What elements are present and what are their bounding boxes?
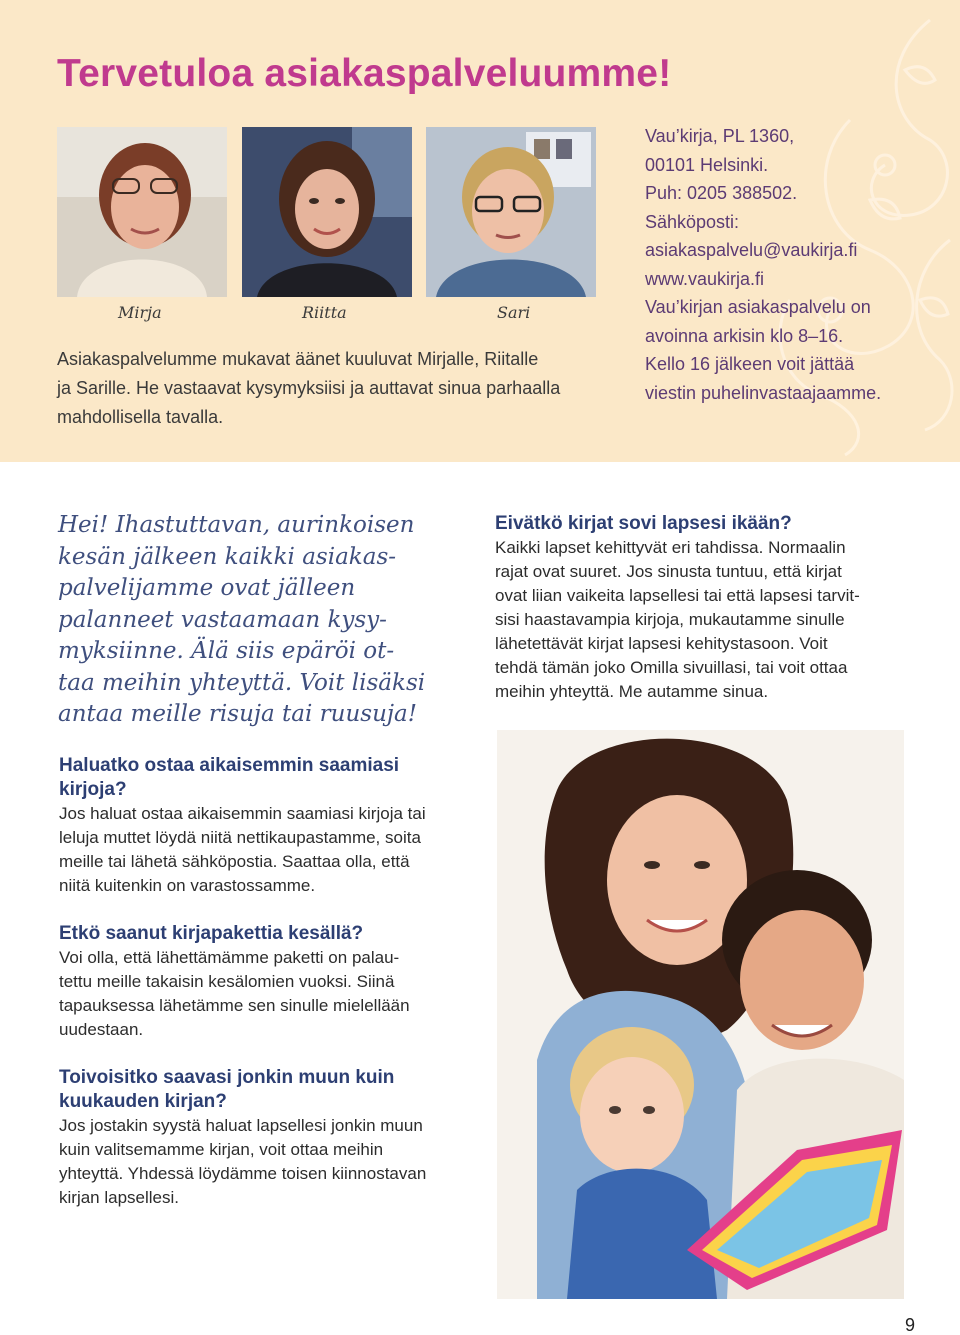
section-other-book	[59, 1066, 479, 1210]
section-line: tapauksessa lähetämme sen sinulle mielellään	[59, 996, 410, 1015]
section-line: lähetettävät kirjat lapsesi kehitystasoon. Voit	[495, 634, 828, 653]
section-line: yhteyttä. Yhdessä löydämme toisen kiinnostavan	[59, 1164, 427, 1183]
contact-phone: Puh: 0205 388502.	[645, 183, 798, 203]
greeting-line: Hei! Ihastuttavan, aurinkoisen	[58, 512, 415, 538]
section-summer-package	[59, 922, 479, 1042]
contact-website-link[interactable]: www.vaukirja.fi	[645, 268, 765, 289]
staff-name-mirja: Mirja	[118, 303, 162, 322]
section-line: sisi haastavampia kirjoja, mukautamme sinulle	[495, 610, 845, 629]
section-books-age	[495, 512, 925, 704]
contact-email-label: Sähköposti:	[645, 211, 740, 232]
contact-hours: avoinna arkisin klo 8–16.	[645, 325, 844, 346]
intro-paragraph	[57, 345, 597, 432]
staff-name-sari: Sari	[497, 303, 531, 322]
section-line: niitä kuitenkin on varastossamme.	[59, 876, 316, 895]
section-heading: kirjoja?	[59, 779, 127, 800]
contact-info	[645, 122, 935, 407]
section-heading: Eivätkö kirjat sovi lapsesi ikään?	[495, 513, 792, 534]
staff-photo-mirja	[57, 127, 227, 297]
contact-address: Vau’kirja, PL 1360,	[645, 126, 795, 146]
section-line: uudestaan.	[59, 1020, 144, 1039]
contact-voicemail: viestin puhelinvastaajaamme.	[645, 382, 882, 403]
section-line: tehdä tämän joko Omilla sivuillasi, tai voit ottaa	[495, 658, 848, 677]
greeting-line: antaa meille risuja tai ruusuja!	[58, 701, 417, 727]
greeting-line: myksiinne. Älä siis epäröi ot-	[58, 638, 395, 664]
section-heading: Etkö saanut kirjapakettia kesällä?	[59, 923, 364, 944]
section-line: leluja muttet löydä niitä nettikaupastamme, soita	[59, 828, 421, 847]
section-line: meihin yhteyttä. Me autamme sinua.	[495, 682, 769, 701]
contact-voicemail: Kello 16 jälkeen voit jättää	[645, 354, 855, 374]
section-heading: Haluatko ostaa aikaisemmin saamiasi	[59, 755, 400, 776]
section-earlier-books	[59, 754, 479, 898]
greeting-line: taa meihin yhteyttä. Voit lisäksi	[58, 669, 426, 696]
greeting-line: palanneet vastaamaan kysy-	[58, 606, 387, 633]
staff-photo-riitta	[242, 127, 412, 297]
greeting-message	[58, 510, 478, 731]
contact-postcode: 00101 Helsinki.	[645, 154, 769, 175]
section-line: kirjan lapsellesi.	[59, 1188, 179, 1207]
greeting-line: kesän jälkeen kaikki asiakas-	[58, 543, 397, 570]
intro-line: mahdollisella tavalla.	[57, 407, 224, 427]
page-number: 9	[904, 1315, 915, 1335]
section-line: meille tai lähetä sähköpostia. Saattaa olla, että	[59, 852, 410, 871]
section-line: Voi olla, että lähettämämme paketti on palau-	[59, 948, 400, 967]
section-heading: kuukauden kirjan?	[59, 1091, 227, 1112]
intro-line: Asiakaspalvelumme mukavat äänet kuuluvat Mirjalle, Riitalle	[57, 349, 539, 369]
staff-name-riitta: Riitta	[302, 303, 347, 322]
section-heading: Toivoisitko saavasi jonkin muun kuin	[59, 1067, 395, 1088]
section-line: rajat ovat suuret. Jos sinusta tuntuu, että kirjat	[495, 562, 842, 581]
section-line: kuin valitsemamme kirjan, voit ottaa meihin	[59, 1140, 384, 1159]
section-line: Kaikki lapset kehittyvät eri tahdissa. Normaalin	[495, 538, 846, 557]
family-reading-photo	[497, 730, 904, 1299]
intro-line: ja Sarille. He vastaavat kysymyksiisi ja auttavat sinua parhaalla	[57, 378, 561, 398]
page-title: Tervetuloa asiakaspalveluumme!	[57, 52, 672, 95]
greeting-line: palvelijamme ovat jälleen	[58, 575, 356, 601]
contact-email-link[interactable]: asiakaspalvelu@vaukirja.fi	[645, 240, 858, 260]
section-line: Jos haluat ostaa aikaisemmin saamiasi kirjoja tai	[59, 804, 426, 823]
contact-hours: Vau’kirjan asiakaspalvelu on	[645, 297, 871, 317]
section-line: ovat liian vaikeita lapsellesi tai että lapsesi tarvit-	[495, 586, 860, 605]
section-line: Jos jostakin syystä haluat lapsellesi jonkin muun	[59, 1116, 423, 1135]
staff-photo-sari	[426, 127, 596, 297]
section-line: tettu meille takaisin kesälomien vuoksi. Siinä	[59, 972, 395, 991]
